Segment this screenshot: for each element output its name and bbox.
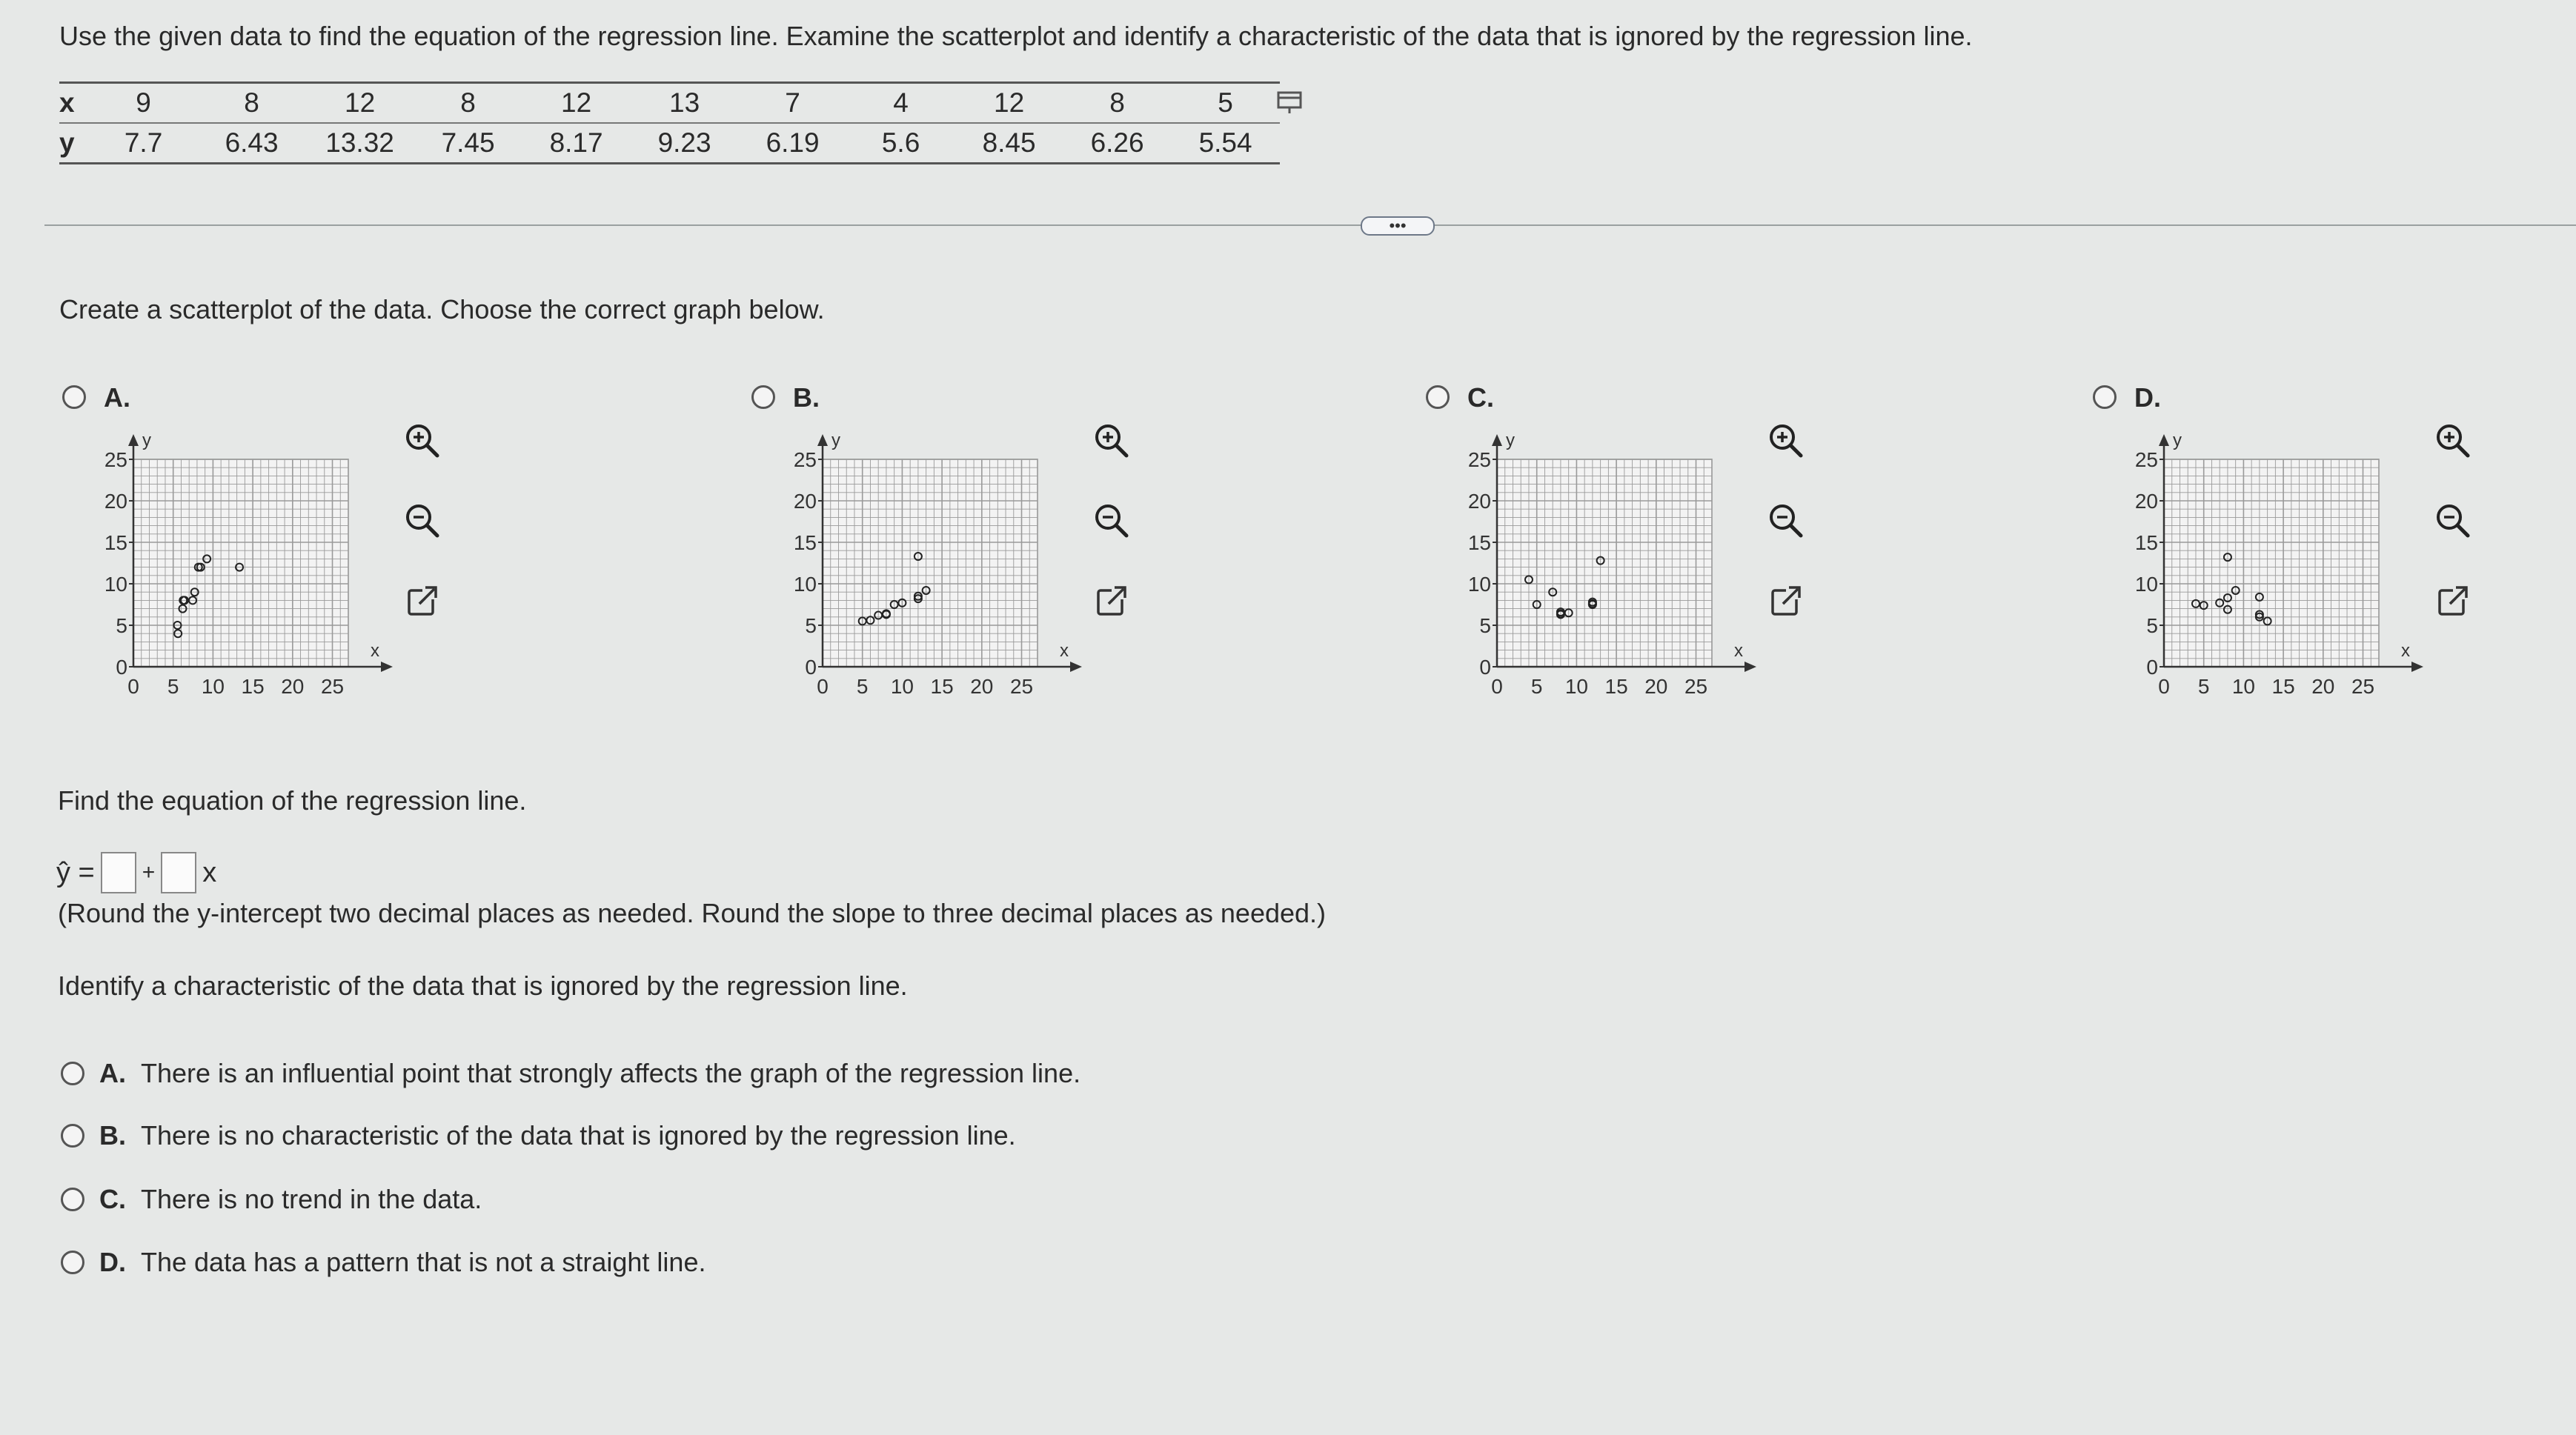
x-tick-label: 0 <box>1491 675 1503 698</box>
copy-table-icon[interactable] <box>1276 90 1304 119</box>
y-tick-label: 25 <box>104 448 127 471</box>
x-tick-label: 25 <box>1009 675 1034 698</box>
y-tick-label: 5 <box>116 614 127 637</box>
y-tick-label: 20 <box>1467 490 1491 513</box>
table-cell-y: 9.23 <box>631 123 739 164</box>
x-axis-arrow <box>1745 662 1756 672</box>
option-text: There is an influential point that strongly affects the graph of the regression line. <box>141 1058 1081 1088</box>
table-cell-x: 12 <box>522 83 631 124</box>
regression-prompt: Find the equation of the regression line. <box>58 785 527 816</box>
zoom-in-icon[interactable] <box>396 415 448 467</box>
option-text: The data has a pattern that is not a straight line. <box>141 1247 706 1277</box>
x-tick-label: 15 <box>930 675 954 698</box>
characteristic-prompt: Identify a characteristic of the data that is ignored by the regression line. <box>58 970 908 1001</box>
x-tick-label: 10 <box>2231 675 2255 698</box>
table-row-x <box>59 83 1280 124</box>
y-tick-label: 10 <box>1467 573 1491 596</box>
table-cell-x: 8 <box>198 83 306 124</box>
y-tick-label: 0 <box>1479 656 1491 679</box>
y-tick-label: 15 <box>1467 531 1491 554</box>
table-cell-x: 4 <box>847 83 955 124</box>
x-axis-label: x <box>371 641 379 661</box>
table-cell-y: 6.19 <box>739 123 847 164</box>
yhat-label: ŷ = <box>56 856 95 888</box>
y-tick-label: 15 <box>104 531 127 554</box>
option-radio[interactable] <box>751 385 775 409</box>
x-tick-label: 0 <box>127 675 139 698</box>
table-x-label: x <box>59 83 90 124</box>
intercept-input[interactable] <box>101 852 136 893</box>
more-button[interactable]: ••• <box>1361 216 1435 236</box>
x-axis-arrow <box>1070 662 1082 672</box>
open-external-icon[interactable] <box>2427 575 2479 627</box>
y-axis-label: y <box>142 430 151 450</box>
zoom-in-icon[interactable] <box>2427 415 2479 467</box>
option-letter: D. <box>99 1247 126 1277</box>
x-tick-label: 5 <box>856 675 869 698</box>
y-axis-arrow <box>1492 434 1502 446</box>
scatterplot <box>74 430 400 726</box>
zoom-out-icon[interactable] <box>1086 495 1138 547</box>
x-tick-label: 5 <box>167 675 179 698</box>
x-axis-label: x <box>1734 641 1743 661</box>
y-axis-arrow <box>128 434 139 446</box>
scatterplot <box>1438 430 1764 726</box>
x-axis-label: x <box>1060 641 1069 661</box>
table-cell-x: 5 <box>1172 83 1280 124</box>
answer-option-a[interactable] <box>61 1058 1080 1089</box>
table-cell-x: 9 <box>90 83 198 124</box>
y-tick-label: 15 <box>793 531 817 554</box>
option-radio[interactable] <box>61 1062 84 1085</box>
y-axis-label: y <box>2173 430 2182 450</box>
table-cell-x: 8 <box>414 83 522 124</box>
y-axis-label: y <box>831 430 840 450</box>
x-tick-label: 5 <box>2197 675 2210 698</box>
data-table <box>59 81 1280 164</box>
option-letter: B. <box>793 382 820 413</box>
y-axis-arrow <box>2159 434 2169 446</box>
scatterplot-prompt: Create a scatterplot of the data. Choose the correct graph below. <box>59 294 825 324</box>
x-tick-label: 15 <box>1604 675 1628 698</box>
option-radio[interactable] <box>1426 385 1450 409</box>
x-tick-label: 0 <box>2158 675 2170 698</box>
option-radio[interactable] <box>61 1188 84 1211</box>
table-cell-x: 12 <box>955 83 1063 124</box>
x-axis-label: x <box>2401 641 2410 661</box>
y-axis-arrow <box>817 434 828 446</box>
answer-option-d[interactable] <box>61 1247 706 1278</box>
option-letter: D. <box>2134 382 2161 413</box>
y-tick-label: 10 <box>793 573 817 596</box>
open-external-icon[interactable] <box>1086 575 1138 627</box>
table-cell-y: 8.17 <box>522 123 631 164</box>
option-letter: A. <box>104 382 130 413</box>
x-axis-arrow <box>381 662 393 672</box>
y-tick-label: 25 <box>2134 448 2158 471</box>
option-text: There is no characteristic of the data that is ignored by the regression line. <box>141 1120 1016 1151</box>
table-cell-x: 12 <box>306 83 414 124</box>
table-cell-y: 6.43 <box>198 123 306 164</box>
y-tick-label: 5 <box>1479 614 1491 637</box>
scatterplot-option-a[interactable] <box>59 382 445 733</box>
x-axis-arrow <box>2411 662 2423 672</box>
option-radio[interactable] <box>61 1124 84 1148</box>
scatterplot-option-d[interactable] <box>2090 382 2475 733</box>
y-tick-label: 10 <box>2134 573 2158 596</box>
option-letter: B. <box>99 1120 126 1151</box>
x-tick-label: 0 <box>817 675 829 698</box>
table-cell-x: 7 <box>739 83 847 124</box>
x-tick-label: 15 <box>241 675 265 698</box>
answer-option-b[interactable] <box>61 1120 1016 1151</box>
y-tick-label: 20 <box>104 490 127 513</box>
y-tick-label: 0 <box>116 656 127 679</box>
zoom-out-icon[interactable] <box>396 495 448 547</box>
option-letter: C. <box>99 1184 126 1214</box>
y-tick-label: 0 <box>2146 656 2158 679</box>
x-tick-label: 5 <box>1530 675 1543 698</box>
option-letter: A. <box>99 1058 126 1088</box>
answer-option-c[interactable] <box>61 1184 482 1215</box>
x-tick-label: 10 <box>890 675 914 698</box>
x-tick-label: 20 <box>281 675 305 698</box>
y-tick-label: 5 <box>805 614 817 637</box>
option-radio[interactable] <box>2093 385 2117 409</box>
scatterplot <box>763 430 1089 726</box>
option-letter: C. <box>1467 382 1494 413</box>
y-tick-label: 20 <box>2134 490 2158 513</box>
table-row-y <box>59 123 1280 164</box>
option-radio[interactable] <box>62 385 86 409</box>
table-cell-y: 7.45 <box>414 123 522 164</box>
y-tick-label: 25 <box>793 448 817 471</box>
table-cell-x: 8 <box>1063 83 1172 124</box>
slope-input[interactable] <box>161 852 196 893</box>
table-cell-y: 5.6 <box>847 123 955 164</box>
y-tick-label: 20 <box>793 490 817 513</box>
table-cell-y: 6.26 <box>1063 123 1172 164</box>
x-tick-label: 10 <box>201 675 225 698</box>
option-radio[interactable] <box>61 1251 84 1274</box>
scatterplot-option-b[interactable] <box>748 382 1134 733</box>
x-tick-label: 10 <box>1564 675 1588 698</box>
x-tick-label: 20 <box>2311 675 2335 698</box>
zoom-out-icon[interactable] <box>2427 495 2479 547</box>
open-external-icon[interactable] <box>1760 575 1812 627</box>
zoom-in-icon[interactable] <box>1086 415 1138 467</box>
y-tick-label: 5 <box>2146 614 2158 637</box>
section-divider <box>44 224 2576 226</box>
question-prompt: Use the given data to find the equation of the regression line. Examine the scatterplot and identify a characteristic of the data that is ignored by the regression line. <box>59 21 1973 51</box>
x-tick-label: 25 <box>1684 675 1708 698</box>
y-tick-label: 15 <box>2134 531 2158 554</box>
table-cell-y: 5.54 <box>1172 123 1280 164</box>
regression-equation <box>56 852 216 893</box>
x-variable: x <box>202 856 217 888</box>
table-cell-y: 7.7 <box>90 123 198 164</box>
open-external-icon[interactable] <box>396 575 448 627</box>
y-tick-label: 10 <box>104 573 127 596</box>
x-tick-label: 20 <box>1644 675 1668 698</box>
x-tick-label: 25 <box>320 675 345 698</box>
x-tick-label: 20 <box>970 675 994 698</box>
table-cell-x: 13 <box>631 83 739 124</box>
table-cell-y: 13.32 <box>306 123 414 164</box>
rounding-note: (Round the y-intercept two decimal places as needed. Round the slope to three decimal places as needed.) <box>58 898 1327 928</box>
x-tick-label: 25 <box>2351 675 2375 698</box>
table-cell-y: 8.45 <box>955 123 1063 164</box>
scatterplot-option-c[interactable] <box>1423 382 1808 733</box>
zoom-out-icon[interactable] <box>1760 495 1812 547</box>
x-tick-label: 15 <box>2271 675 2295 698</box>
option-text: There is no trend in the data. <box>141 1184 482 1214</box>
y-tick-label: 25 <box>1467 448 1491 471</box>
scatterplot <box>2105 430 2431 726</box>
zoom-in-icon[interactable] <box>1760 415 1812 467</box>
y-tick-label: 0 <box>805 656 817 679</box>
plus-sign: + <box>142 860 156 885</box>
table-y-label: y <box>59 123 90 164</box>
y-axis-label: y <box>1506 430 1515 450</box>
